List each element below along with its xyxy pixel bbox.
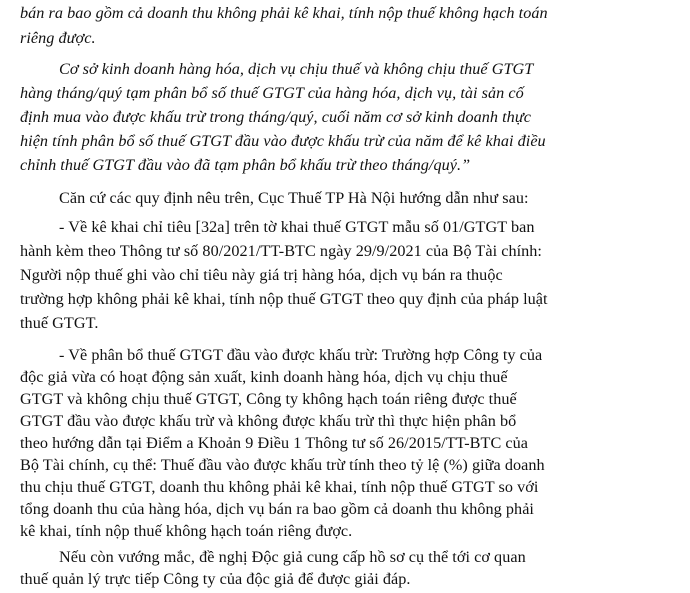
quote-line: hiện tính phân bổ số thuế GTGT đầu vào được khấu trừ của năm để kê khai điều xyxy=(20,132,546,150)
body-line: kê khai, tính nộp thuế không hạch toán riêng được. xyxy=(20,522,353,540)
body-line: thuế GTGT. xyxy=(20,314,99,332)
body-line: - Về phân bổ thuế GTGT đầu vào được khấu trừ: Trường hợp Công ty của xyxy=(59,346,543,364)
quote-line: định mua vào được khấu trừ trong tháng/quý, cuối năm cơ sở kinh doanh thực xyxy=(20,108,531,126)
quote-line: bán ra bao gồm cả doanh thu không phải kê khai, tính nộp thuế không hạch toán xyxy=(20,4,548,22)
body-line: Người nộp thuế ghi vào chỉ tiêu này giá trị hàng hóa, dịch vụ bán ra thuộc xyxy=(20,266,503,284)
body-line: thu chịu thuế GTGT, doanh thu không phải kê khai, tính nộp thuế GTGT so với xyxy=(20,478,539,496)
body-line: theo hướng dẫn tại Điểm a Khoản 9 Điều 1 Thông tư số 26/2015/TT-BTC của xyxy=(20,434,529,452)
body-line: hành kèm theo Thông tư số 80/2021/TT-BTC ngày 29/9/2021 của Bộ Tài chính: xyxy=(20,242,542,260)
body-line: trường hợp không phải kê khai, tính nộp thuế GTGT theo quy định của pháp luật xyxy=(20,290,548,308)
quote-line: riêng được. xyxy=(20,29,96,47)
body-line: Nếu còn vướng mắc, đề nghị Độc giả cung cấp hồ sơ cụ thể tới cơ quan xyxy=(59,548,526,566)
body-line: Căn cứ các quy định nêu trên, Cục Thuế TP Hà Nội hướng dẫn như sau: xyxy=(59,189,529,207)
quote-line: chỉnh thuế GTGT đầu vào đã tạm phân bổ khấu trừ theo tháng/quý.” xyxy=(20,156,471,174)
body-line: tổng doanh thu của hàng hóa, dịch vụ bán ra bao gồm cả doanh thu không phải xyxy=(20,500,534,518)
body-line: thuế quản lý trực tiếp Công ty của độc giả để được giải đáp. xyxy=(20,570,411,588)
body-line: GTGT và không chịu thuế GTGT, Công ty không hạch toán riêng được thuế xyxy=(20,390,517,408)
body-line: - Về kê khai chỉ tiêu [32a] trên tờ khai thuế GTGT mẫu số 01/GTGT ban xyxy=(59,218,535,236)
quote-line: Cơ sở kinh doanh hàng hóa, dịch vụ chịu thuế và không chịu thuế GTGT xyxy=(59,60,534,78)
body-line: GTGT đầu vào được khấu trừ và không được khấu trừ thì thực hiện phân bổ xyxy=(20,412,517,430)
body-line: Bộ Tài chính, cụ thể: Thuế đầu vào được khấu trừ tính theo tỷ lệ (%) giữa doanh xyxy=(20,456,545,474)
quote-line: hàng tháng/quý tạm phân bổ số thuế GTGT của hàng hóa, dịch vụ, tài sản cố xyxy=(20,84,524,102)
body-line: độc giả vừa có hoạt động sản xuất, kinh doanh hàng hóa, dịch vụ chịu thuế xyxy=(20,368,508,386)
